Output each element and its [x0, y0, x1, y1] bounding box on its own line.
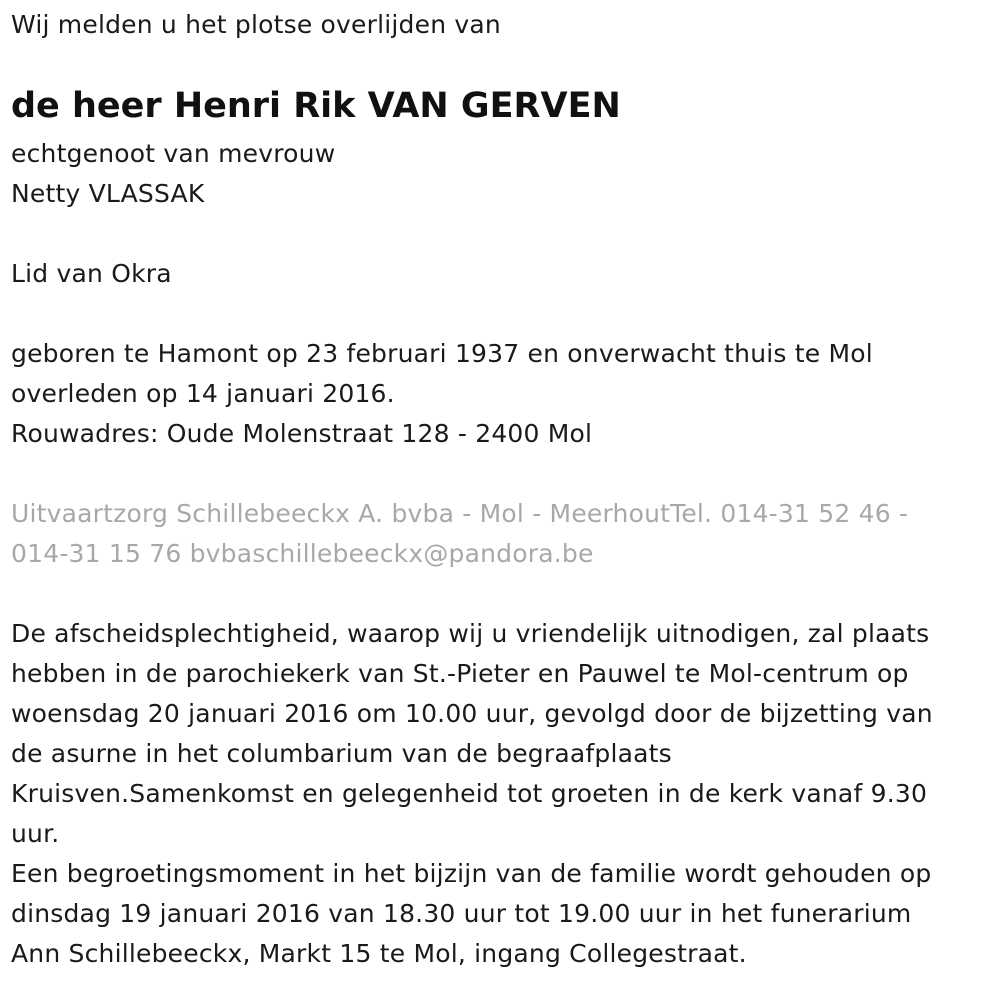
birth-death-block: [11, 334, 873, 454]
ceremony-line: woensdag 20 januari 2016 om 10.00 uur, gevolgd door de bijzetting van: [11, 699, 933, 728]
deceased-name: de heer Henri Rik VAN GERVEN: [11, 86, 621, 126]
ceremony-line: De afscheidsplechtigheid, waarop wij u vriendelijk uitnodigen, zal plaats: [11, 619, 930, 648]
birth-death-line: geboren te Hamont op 23 februari 1937 en onverwacht thuis te Mol: [11, 339, 873, 368]
ceremony-line: Ann Schillebeeckx, Markt 15 te Mol, ingang Collegestraat.: [11, 939, 747, 968]
ceremony-line: Kruisven.Samenkomst en gelegenheid tot groeten in de kerk vanaf 9.30: [11, 779, 928, 808]
spouse-line: Netty VLASSAK: [11, 179, 205, 208]
ceremony-line: dinsdag 19 januari 2016 van 18.30 uur tot 19.00 uur in het funerarium: [11, 899, 912, 928]
ceremony-line: de asurne in het columbarium van de begraafplaats: [11, 739, 672, 768]
spouse-line: echtgenoot van mevrouw: [11, 139, 336, 168]
undertaker-line: Uitvaartzorg Schillebeeckx A. bvba - Mol - MeerhoutTel. 014-31 52 46 -: [11, 499, 909, 528]
undertaker-block: [11, 494, 908, 574]
ceremony-line: uur.: [11, 819, 60, 848]
ceremony-line: hebben in de parochiekerk van St.-Pieter en Pauwel te Mol-centrum op: [11, 659, 909, 688]
membership-line: Lid van Okra: [11, 259, 172, 288]
mourning-address-line: Rouwadres: Oude Molenstraat 128 - 2400 Mol: [11, 419, 593, 448]
birth-death-line: overleden op 14 januari 2016.: [11, 379, 395, 408]
membership-block: [11, 254, 172, 294]
ceremony-block: [11, 614, 933, 974]
intro-text: Wij melden u het plotse overlijden van: [11, 10, 501, 39]
ceremony-line: Een begroetingsmoment in het bijzijn van de familie wordt gehouden op: [11, 859, 932, 888]
undertaker-line: 014-31 15 76 bvbaschillebeeckx@pandora.be: [11, 539, 594, 568]
spouse-block: [11, 134, 335, 214]
